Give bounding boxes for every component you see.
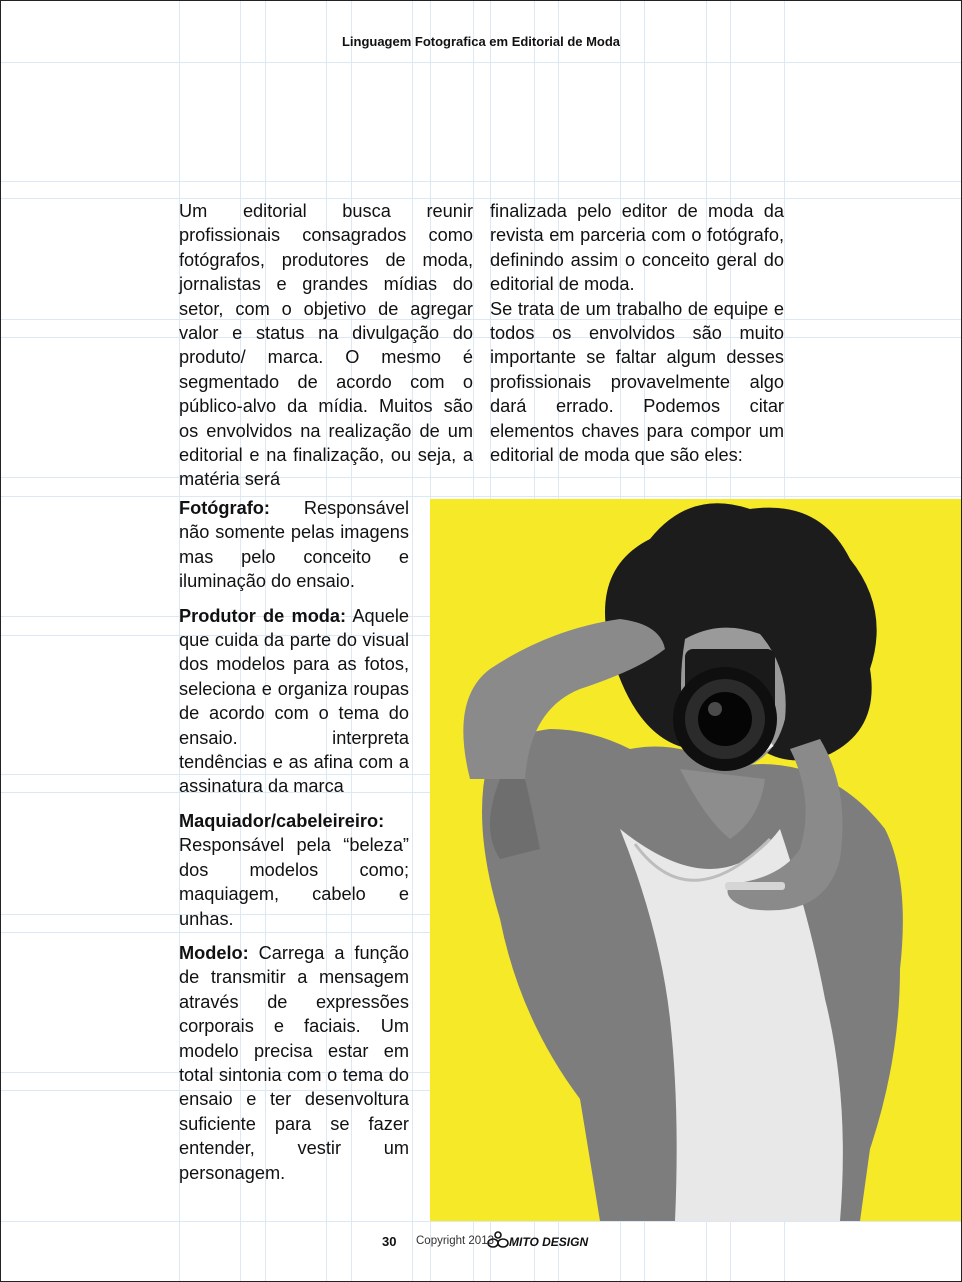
running-header: Linguagem Fotografica em Editorial de Moda [341, 34, 621, 49]
role-term: Modelo: [179, 942, 249, 963]
role-model [179, 941, 409, 1185]
grid-line [1, 319, 961, 320]
role-term: Produtor de moda: [179, 605, 347, 626]
role-fashion-producer [179, 604, 409, 799]
role-photographer [179, 496, 409, 594]
role-description: Responsável pela “beleza” dos modelos como; maquiagem, cabelo e unhas. [179, 835, 409, 929]
grid-line [1, 62, 961, 63]
role-description: Carrega a função de transmitir a mensagem através de expressões corporais e faciais. Um modelo precisa estar em total sintonia com o tema do ensaio e ter desenvoltura suficiente para se fazer entender, vestir um personagem. [179, 942, 409, 1183]
intro-paragraph: Um editorial busca reunir profissionais consagrados como fotógrafos, produtores de moda, jornalistas e grandes mídias do setor, com o objetivo de agregar valor e status na divulgação do produto/ marca. O mesmo é segmentado de acordo com o público-alvo da mídia. Muitos são os envolvidos na realização de um editorial e na finalização, ou seja, a matéria será [179, 201, 473, 490]
copyright-text: Copyright 2013 [416, 1235, 494, 1247]
intro-paragraph: Se trata de um trabalho de equipe e todos os envolvidos são muito importante se faltar algum desses profissionais provavelmente algo dará errado. Podemos citar elementos chaves para compor um editorial de moda que são eles: [490, 298, 784, 466]
role-description: Responsável não somente pelas imagens mas pelo conceito e iluminação do ensaio. [179, 498, 409, 592]
photographer-photo [430, 499, 962, 1221]
roles-list [179, 496, 409, 1195]
intro-column-left [179, 199, 473, 492]
grid-line [1, 496, 961, 497]
intro-column-right [490, 199, 784, 467]
grid-line [412, 1, 413, 1281]
grid-line [1, 181, 961, 182]
role-makeup-hair [179, 809, 409, 931]
grid-line [1, 1221, 961, 1222]
role-term: Maquiador/cabeleireiro: [179, 810, 385, 831]
grid-line [1, 198, 961, 199]
photographer-with-camera-icon [430, 499, 962, 1221]
role-description: Aquele que cuida da parte do visual dos modelos para as fotos, seleciona e organiza roupas de acordo com o tema do ensaio. interpreta tendências e as afina com a assinatura da marca [179, 605, 409, 797]
grid-line [1, 477, 961, 478]
infinity-logo-icon [487, 1231, 509, 1254]
grid-line [1, 337, 961, 338]
role-term: Fotógrafo: [179, 498, 270, 518]
brand-name: MITO DESIGN [509, 1235, 589, 1249]
page-number: 30 [382, 1234, 397, 1249]
intro-paragraph: finalizada pelo editor de moda da revista em parceria com o fotógrafo, definindo assim o conceito geral do editorial de moda. [490, 201, 784, 295]
